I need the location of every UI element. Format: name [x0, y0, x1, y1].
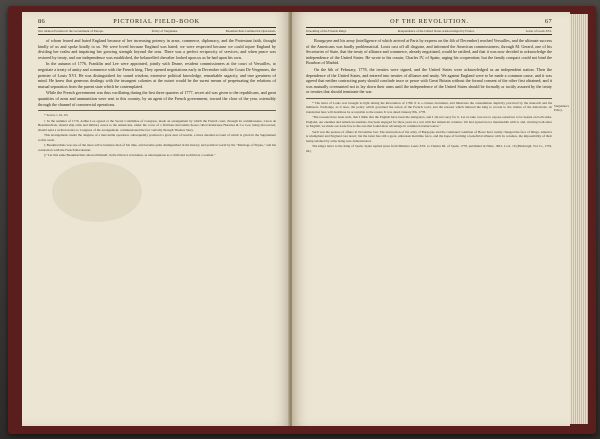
running-head-item: Independence of the United States acknowledged by France. [397, 29, 475, 33]
footnote: "The reasons have been such, that I think that the English have been the instigators, and I am not sorry for it. Let us take care not to expose ourselves to be beaten on both sides. England, our enemies and American enemies, has been engaged for three years in a war with her American colonies. We had agreed not to intermeddle with it, and, viewing both sides as English, we made our trade free to the one that found most advantage in commercial intercourse." [306, 115, 552, 129]
right-page-number: 67 [544, 18, 552, 25]
footnote: ‡ Beaumarchais was one of the most active business men of his time, and became quite distinguished in the literary and political world by his "Marriage of Figaro," and his connection with the French Revolution. [38, 143, 276, 152]
paragraph: In the autumn of 1776, Franklin and Lee were appointed, jointly with Deane, resident commissioners at the court of Versailles, to negotiate a treaty of amity and commerce with the French king. They opened negotiations early in December with the Count De Vergennes, the premier of Louis XVI. He was distinguished for sound wisdom, extensive political knowledge, remarkable sagacity, and true greatness of mind. He knew that generous dealings with the insurgent colonies at the outset would be the surest means of perpetuating the relations of mutual separation from the parent state which he contemplated. [38, 61, 276, 89]
footnote: Such was the posture of affairs in November last. The destruction of the army of Burgoyne and the continued condition of Howe have totally changed the face of things. America is triumphant and England cast down; but the latter has still a great, unbroken maritime force, and the hope of forming a beneficial alliance with its colonies, the impossibility of their being subdued by arms being now demonstrated. [306, 129, 552, 143]
right-page-header [306, 18, 552, 25]
footnote: This arrangement, under the disguise of a mercantile operation, subsequently produced a great deal of trouble, a more detailed account of which is given in the Supplement to this work. [38, 133, 276, 142]
paragraph: While the French government was thus vacillating during the first three quarters of 1777, secret aid was given to the republicans, and great quantities of arms and ammunition were sent to this country, by an agent of the French government, toward the close of the year, ostensibly through the channel of commercial operations. [38, 90, 276, 107]
left-footnotes [38, 110, 276, 158]
page-edges [570, 14, 588, 424]
left-page [22, 12, 290, 426]
left-body-text [38, 38, 276, 107]
running-head-item: Policy of Vergennes. [151, 29, 178, 33]
right-page-title: OF THE REVOLUTION. [390, 18, 469, 25]
left-page-number: 86 [38, 18, 46, 25]
paragraph: Bourgoyne and his army (intelligence of which arrived at Paris by express on the 4th of December) reached Versailles, and the ultimate success of the Americans was hardly problematical. Louis cast off all disguise, and informed the American commissioners, through M. Gerard, one of his Secretaries of State, that the treaty of alliance and commerce, already negotiated, would be ratified, and that it was now decided to acknowledge the independence of the United States. He wrote to his cousin, Charles IV, of Spain, urging his cooperation; but the family compact could not bind the Bourbon of Madrid. [306, 38, 552, 66]
footnote: † In the summer of 1776, Arthur Lee agreed at the Secret Committee of Congress, made an arrangement by which the French court, through its commissioner, Caron de Beaumarchais, should ship arms and military stores to the Americans, under the cover of a fictitious mercantile house called Roderique Hortalez & Co. Lee, being discovered, should send a written notice to Congress of the arrangement, communicated the fact verbally through Thomas Story. [38, 118, 276, 132]
right-page [292, 12, 570, 426]
footnote: * Secret, i. 61, 65. [44, 113, 69, 118]
left-page-header [38, 18, 276, 25]
paragraph: On the 6th of February, 1778, the treaties were signed, and the United States were acknowledged as an independent nation. Then the dependence of the United States, and entered into treaties of alliance and amity. We against England were to be made a common cause, and it was agreed that neither contracting party should conclude truce or peace with Great Britain without the formal consent of the other first obtained; and it was mutually covenanted not to lay down their arms until the independence of the United States should be formally or tacitly assured by the treaty or treaties that should terminate the war. [306, 66, 552, 95]
running-head-item: Unsolding of the Friends Rings. [306, 29, 347, 33]
footnote: The king's letter to the King of Spain, Spain replied (note from Ministre Louis XVI. to Charles III. of Spain, 1778, published in Niles, 1823, 2 ed., 10 (Pittsburgh, Vol. iv., 1793, 94.) [306, 144, 552, 153]
right-body-text [306, 38, 552, 95]
left-page-title: PICTORIAL FIELD-BOOK [113, 18, 200, 25]
footnote: * The letter of Louis was brought to light during the Revolution of 1789. It is a curious document, and illustrates the consummate duplicity practiced by the monarch and his ministers. Exchange, as it does, the policy which governed the action of the French court, and the reasons which induced the king to accede to the wishes of the Americans, its translation here will doubtless be acceptable to the reader. It was dated January 8th, 1778. [306, 100, 552, 114]
running-head-item: Beaumarchais Commercial Operations. [225, 29, 276, 33]
paragraph: of whom feared and hated England because of her increasing potency in arms, commerce, diplomacy, and the Protestant faith, thought kindly of us and spoke kindly to us. We were loved because England was hated; we were respected because we could injure England by dividing her realm and impairing her growing strength beyond the seas. There was a perfect reciprocity of services; and when peace was restored by treaty, and our independence was established, the belaurelled chevalier looked upon us as he had upon his own. [38, 38, 276, 60]
footnote: § "Let this same Beaumarchais showed himself, in the Divorce revolution, as unscrupulous as a child and as timid as a woman." [44, 153, 216, 158]
left-running-head [38, 27, 276, 35]
margin-note: Vergennes's Policy. [554, 104, 570, 112]
right-running-head [306, 27, 552, 35]
right-footnotes [306, 98, 552, 154]
running-head-item: Letter of Louis XVI. [525, 29, 552, 33]
running-head-item: Our relation Position in the Government of Europe. [38, 29, 104, 33]
